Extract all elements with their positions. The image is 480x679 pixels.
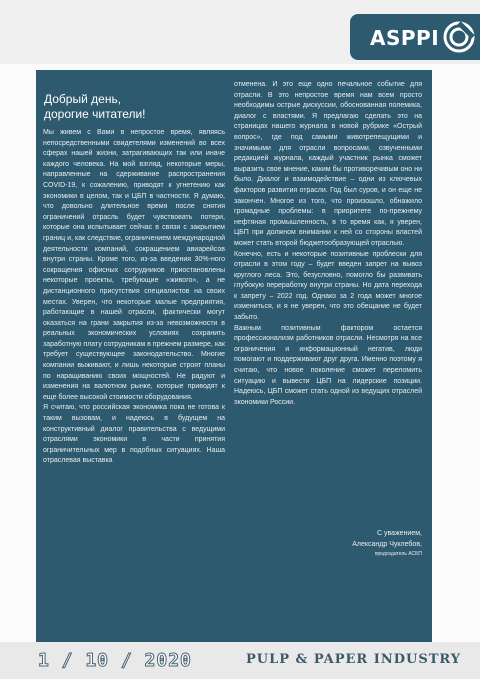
right-column	[234, 80, 422, 408]
signature-greeting: С уважением,	[376, 530, 422, 537]
logo-text: ASPPI	[370, 26, 440, 50]
logo-box	[350, 14, 480, 60]
paragraph: Конечно, есть и некоторые позитивные проблески для отрасли в этом году – будет введен запрет на вывоз круглого леса. Это, безусловно, помогло бы развивать глубокую переработку внутри страны. Но дата перехода к запрету – 2022 год. Однако за 2 года может многое измениться, и я не уверен, что это обещание не будет забыто.	[234, 250, 422, 322]
paragraph: Мы живем с Вами в непростое время, являясь непосредственными свидетелями изменений во всех сферах нашей жизни, затрагивающих так или иначе каждого человека. На мой взгляд, некоторые меры, направленные на сдерживание распространения COVID-19, к сожалению, приводят к угнетению как экономики в целом, так и ЦБП в частности. Я думаю, что довольно длительное время после снятия ограничений отрасль будет чувствовать потери, которые она испытывает сейчас в связи с закрытием границ и, как следствие, ограничением международной деятельности компаний, сокращением авиарейсов внутри страны. Кроме того, из-за введения 30%-ного сокращения офисных сотрудников приостановлены некоторые проекты, требующие «живого», а не дистанционного присутствия специалистов на своих местах. Уверен, что некоторые малые предприятия, работающие в нашей отрасли, фактически могут оказаться на грани закрытия из-за невозможности в реальных экономических условиях сохранить заработную плату сотрудникам в прежнем размере, как требует существующее законодательство. Многие компании выживают, и лишь некоторые строят планы по наращиванию своих мощностей. Не радуют и изменения на валютном рынке, которые приводят к еще более высокой стоимости оборудования.	[43, 129, 225, 401]
signature-name: Александр Чуклебов,	[352, 541, 422, 548]
left-column	[43, 128, 225, 467]
editorial-greeting	[44, 92, 224, 122]
journal-title: PULP & PAPER INDUSTRY	[246, 652, 462, 667]
ring-emblem-icon	[442, 20, 476, 54]
signature-block	[234, 528, 422, 558]
paragraph: отменена. И это еще одно печальное событие для отрасли. В это непростое время нам всем просто необходимы острые дискуссии, обоснованная полемика, диалог с властями. Я предлагаю сделать это на страницах нашего журнала в новой рубрике «Острый вопрос», где под самыми животрепещущими и значимыми для отрасли вопросами, озвученными редакцией журнала, каждый участник рынка сможет выразить свое мнение, каким бы противоречивым оно ни было. Диалог и взаимодействие – одни из ключевых факторов развития отрасли. Год был суров, и он еще не закончен. Многое из того, что произошло, обнажило громадные проблемы: в приоритете по-прежнему нефтяная промышленность, в то время как, я уверен, ЦБП при должном внимании к ней со стороны властей может стать второй бюджетообразующей отраслью.	[234, 81, 422, 247]
greeting-line-1: Добрый день,	[44, 92, 122, 106]
paragraph: Важным позитивным фактором остается профессионализм работников отрасли. Несмотря на все ограничения и информационный негатив, люди помогают и поддерживают друг друга. Именно поэтому я считаю, что новое поколение сможет переломить ситуацию и вывести ЦБП на лидерские позиции. Надеюсь, ЦБП сможет стать одной из ведущих отраслей экономики России.	[234, 324, 422, 406]
signature-role: председатель АСБП	[374, 551, 422, 557]
greeting-line-2: дорогие читатели!	[44, 107, 146, 121]
issue-number: 1 / 10 / 2020	[38, 650, 192, 671]
paragraph: Я считаю, что российская экономика пока не готова к таким вызовам, и надеюсь в будущем на конструктивный диалог правительства с ведущими отраслями экономики в части принятия ограничительных мер в подобных ситуациях. Наша отраслевая выставка	[43, 404, 225, 465]
